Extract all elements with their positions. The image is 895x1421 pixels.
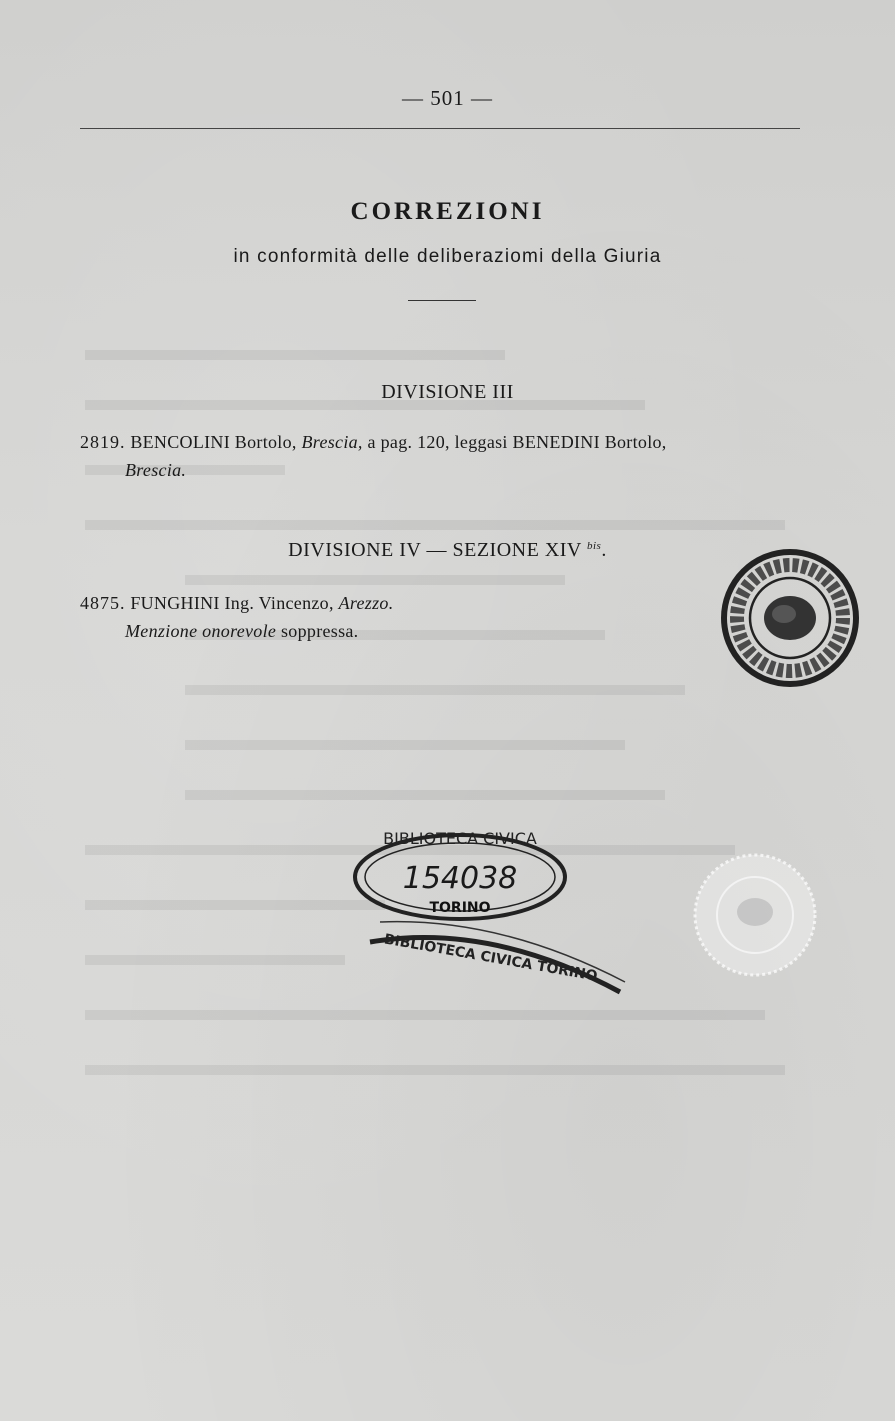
entry-place: Brescia, <box>301 432 363 452</box>
entry-continuation <box>80 617 820 645</box>
division-heading-text: DIVISIONE IV — SEZIONE XIV <box>288 539 582 561</box>
division-heading-iii: DIVISIONE III <box>381 381 514 403</box>
oval-stamp-top-text: BIBLIOTECA CIVICA <box>383 829 537 848</box>
embossed-stamp <box>690 850 820 980</box>
division-heading-end: . <box>601 539 607 561</box>
division-heading-sup: bis <box>587 540 602 552</box>
correction-entry-4875 <box>80 589 820 645</box>
entry-line <box>80 428 820 456</box>
short-divider <box>408 300 476 301</box>
correction-entry-2819 <box>80 428 820 484</box>
entry-continuation <box>80 456 820 484</box>
entry-line <box>80 589 820 617</box>
oval-stamp-number: 154038 <box>402 861 518 896</box>
entry-mention-rest: soppressa. <box>281 621 359 641</box>
entry-number: 2819. <box>80 432 126 452</box>
entry-correction: a pag. 120, leggasi BENEDINI Bortolo, <box>367 432 667 452</box>
entry-place-corrected: Brescia. <box>125 460 187 480</box>
oval-stamp-city: TORINO <box>429 900 491 916</box>
entry-name: FUNGHINI Ing. Vincenzo, <box>130 593 334 613</box>
entry-number: 4875. <box>80 593 126 613</box>
section-subtitle: in conformità delle deliberaziomi della Giuria <box>233 246 662 267</box>
header-rule <box>80 128 800 129</box>
library-stamp-oval <box>340 822 630 1012</box>
library-stamp-round <box>720 548 860 688</box>
entry-name: BENCOLINI Bortolo, <box>130 432 297 452</box>
page-number: — 501 — <box>402 86 493 110</box>
oval-stamp-bottom-text: BIBLIOTECA CIVICA TORINO <box>382 931 599 985</box>
entry-place: Arezzo. <box>338 593 394 613</box>
entry-mention: Menzione onorevole <box>125 621 277 641</box>
section-title: CORREZIONI <box>350 198 545 225</box>
